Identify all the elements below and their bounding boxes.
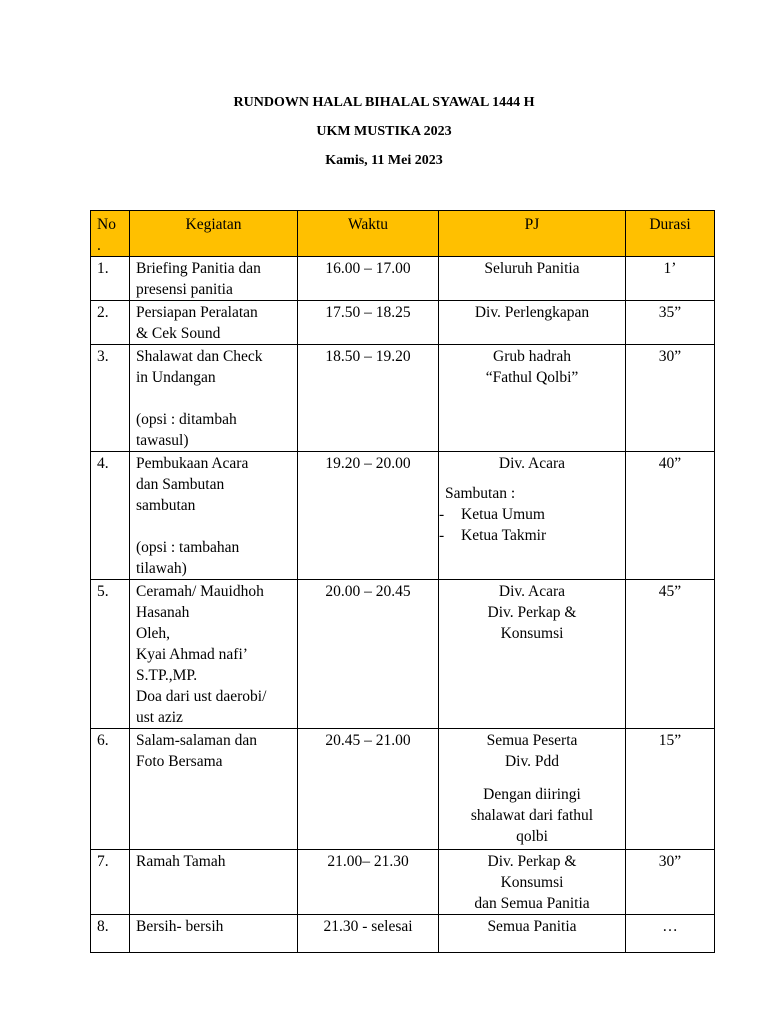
header-kegiatan: Kegiatan xyxy=(130,211,298,257)
table-row xyxy=(91,257,715,301)
row-kegiatan: Salam-salaman dan Foto Bersama xyxy=(130,729,298,850)
sambutan-item: - Ketua Takmir xyxy=(439,527,547,544)
document-date: Kamis, 11 Mei 2023 xyxy=(325,153,443,168)
table-row xyxy=(91,850,715,915)
row-no: 3. xyxy=(91,345,130,452)
row-kegiatan-note: (opsi : ditambah xyxy=(136,411,237,428)
row-no: 8. xyxy=(91,915,130,953)
row-pj: Semua Peserta Div. Pdd Dengan diiringi shalawat dari fathul qolbi xyxy=(439,729,626,850)
row-waktu: 20.00 – 20.45 xyxy=(298,580,439,729)
row-kegiatan: Bersih- bersih xyxy=(130,915,298,953)
row-pj: Div. Perlengkapan xyxy=(439,301,626,345)
row-pj: Semua Panitia xyxy=(439,915,626,953)
table-row xyxy=(91,580,715,729)
row-kegiatan: Pembukaan Acara dan Sambutan sambutan (opsi : tambahan tilawah) xyxy=(130,452,298,580)
row-durasi: 40” xyxy=(626,452,715,580)
header-pj: PJ xyxy=(439,211,626,257)
row-waktu: 21.00– 21.30 xyxy=(298,850,439,915)
row-durasi: 15” xyxy=(626,729,715,850)
table-header-row xyxy=(91,211,715,257)
row-kegiatan-note: (opsi : tambahan xyxy=(136,539,240,556)
row-no: 5. xyxy=(91,580,130,729)
row-durasi: 30” xyxy=(626,345,715,452)
table-row xyxy=(91,345,715,452)
row-kegiatan: Briefing Panitia dan presensi panitia xyxy=(130,257,298,301)
row-waktu: 19.20 – 20.00 xyxy=(298,452,439,580)
row-pj: Seluruh Panitia xyxy=(439,257,626,301)
sambutan-item: - Ketua Umum xyxy=(439,506,545,523)
row-no: 6. xyxy=(91,729,130,850)
row-waktu: 21.30 - selesai xyxy=(298,915,439,953)
row-waktu: 18.50 – 19.20 xyxy=(298,345,439,452)
row-waktu: 16.00 – 17.00 xyxy=(298,257,439,301)
row-no: 4. xyxy=(91,452,130,580)
row-no: 1. xyxy=(91,257,130,301)
table-row xyxy=(91,301,715,345)
header-waktu: Waktu xyxy=(298,211,439,257)
row-pj: Div. Perkap & Konsumsi dan Semua Panitia xyxy=(439,850,626,915)
row-waktu: 20.45 – 21.00 xyxy=(298,729,439,850)
row-durasi: … xyxy=(626,915,715,953)
document-title: RUNDOWN HALAL BIHALAL SYAWAL 1444 H xyxy=(233,95,535,110)
row-kegiatan: Ceramah/ Mauidhoh Hasanah Oleh, Kyai Ahmad nafi’ S.TP.,MP. Doa dari ust daerobi/ ust aziz xyxy=(130,580,298,729)
document-organizer: UKM MUSTIKA 2023 xyxy=(316,124,452,139)
table-row xyxy=(91,915,715,953)
row-pj: Div. Acara Div. Perkap & Konsumsi xyxy=(439,580,626,729)
header-no: No . xyxy=(91,211,130,257)
row-pj: Div. Acara Sambutan : - Ketua Umum - Ketua Takmir xyxy=(439,452,626,580)
table-row xyxy=(91,452,715,580)
header-durasi: Durasi xyxy=(626,211,715,257)
row-kegiatan: Ramah Tamah xyxy=(130,850,298,915)
sambutan-label: Sambutan : xyxy=(445,485,516,502)
row-pj: Grub hadrah “Fathul Qolbi” xyxy=(439,345,626,452)
rundown-table xyxy=(90,210,715,953)
row-kegiatan: Shalawat dan Check in Undangan (opsi : ditambah tawasul) xyxy=(130,345,298,452)
row-durasi: 35” xyxy=(626,301,715,345)
row-kegiatan: Persiapan Peralatan & Cek Sound xyxy=(130,301,298,345)
pj-note: Dengan diiringi xyxy=(483,786,581,803)
row-no: 2. xyxy=(91,301,130,345)
row-durasi: 1’ xyxy=(626,257,715,301)
row-durasi: 45” xyxy=(626,580,715,729)
row-no: 7. xyxy=(91,850,130,915)
row-durasi: 30” xyxy=(626,850,715,915)
row-waktu: 17.50 – 18.25 xyxy=(298,301,439,345)
table-row xyxy=(91,729,715,850)
